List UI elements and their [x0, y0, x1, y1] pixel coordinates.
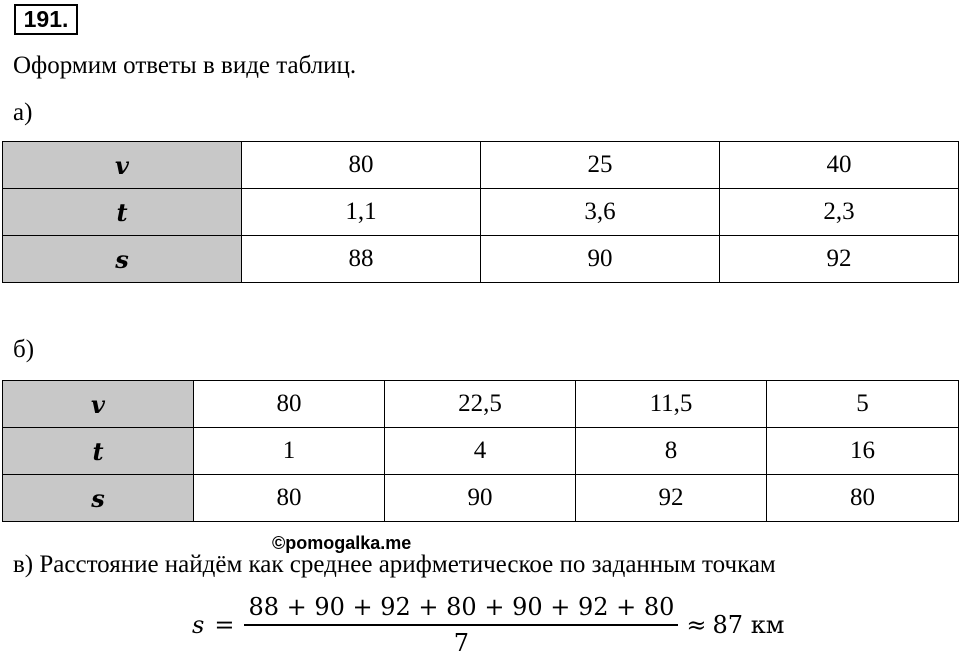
formula-numerator: 88 + 90 + 92 + 80 + 90 + 92 + 80	[244, 593, 678, 626]
table-cell: 25	[481, 142, 720, 189]
row-header: v	[3, 381, 194, 428]
formula-denominator: 7	[453, 629, 470, 657]
row-header: t	[3, 189, 242, 236]
table-cell: 88	[242, 236, 481, 283]
part-c-text: в) Расстояние найдём как среднее арифметическое по заданным точкам	[13, 551, 776, 578]
distance-formula	[192, 592, 784, 658]
table-a	[2, 141, 959, 283]
table-cell: 80	[767, 475, 959, 522]
table-row-t	[3, 428, 959, 475]
row-header: t	[3, 428, 194, 475]
table-row-s	[3, 475, 959, 522]
table-cell: 90	[481, 236, 720, 283]
part-a-label: а)	[13, 99, 33, 126]
table-row-v	[3, 381, 959, 428]
table-cell: 80	[194, 475, 385, 522]
table-cell: 90	[385, 475, 576, 522]
table-cell: 5	[767, 381, 959, 428]
table-cell: 16	[767, 428, 959, 475]
table-cell: 2,3	[720, 189, 959, 236]
table-cell: 11,5	[576, 381, 767, 428]
formula-result: 87 км	[712, 611, 785, 639]
table-cell: 8	[576, 428, 767, 475]
formula-approx: ≈	[686, 611, 707, 639]
formula-lhs: s	[192, 611, 205, 639]
table-cell: 3,6	[481, 189, 720, 236]
table-cell: 40	[720, 142, 959, 189]
table-cell: 1,1	[242, 189, 481, 236]
row-header: v	[3, 142, 242, 189]
formula-equals: =	[214, 611, 235, 639]
watermark: ©pomogalka.me	[272, 533, 412, 553]
table-row-v	[3, 142, 959, 189]
part-b-label: б)	[13, 336, 35, 363]
intro-text: Оформим ответы в виде таблиц.	[13, 52, 357, 79]
table-cell: 4	[385, 428, 576, 475]
table-cell: 80	[194, 381, 385, 428]
row-header: s	[3, 236, 242, 283]
formula-fraction	[244, 593, 678, 657]
table-cell: 92	[576, 475, 767, 522]
table-row-t	[3, 189, 959, 236]
table-cell: 1	[194, 428, 385, 475]
problem-number: 191.	[14, 4, 78, 35]
table-cell: 92	[720, 236, 959, 283]
table-cell: 22,5	[385, 381, 576, 428]
row-header: s	[3, 475, 194, 522]
table-b	[2, 380, 959, 522]
table-cell: 80	[242, 142, 481, 189]
table-row-s	[3, 236, 959, 283]
